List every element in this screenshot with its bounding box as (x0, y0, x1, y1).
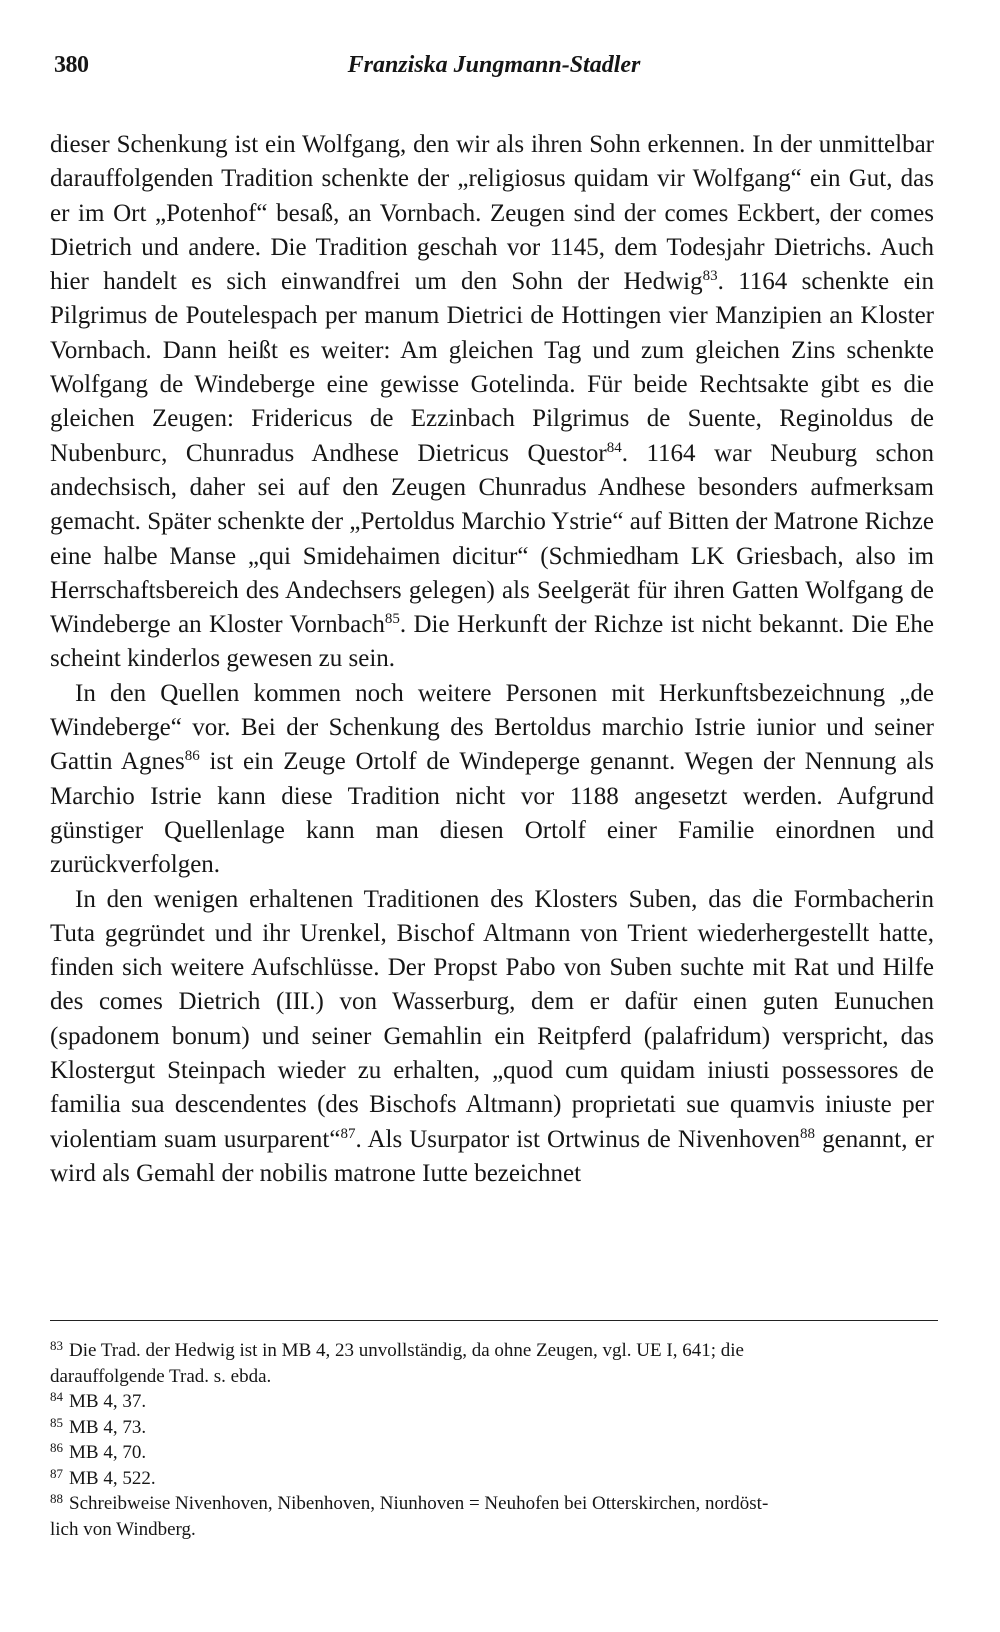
footnote-ref-84: 84 (606, 439, 622, 456)
footnote-88 (50, 1491, 934, 1542)
footnote-number: 83 (50, 1338, 63, 1353)
footnote-text-continued: darauffolgende Trad. s. ebda. (50, 1365, 272, 1387)
footnotes (50, 1338, 934, 1542)
footnote-text-continued: lich von Windberg. (50, 1518, 196, 1540)
footnote-text: MB 4, 37. (69, 1391, 147, 1412)
body-text (50, 128, 934, 1191)
paragraph-1-text-d: . Die Herkunft der Richze ist nicht bekannt. Die Ehe scheint kinderlos gewesen zu sein. (50, 611, 934, 673)
footnote-ref-85: 85 (384, 611, 400, 628)
footnote-83 (50, 1338, 934, 1389)
footnote-number: 87 (50, 1465, 63, 1481)
footnote-text: MB 4, 522. (69, 1467, 156, 1489)
paragraph-1 (50, 128, 934, 677)
paragraph-2-text-b: ist ein Zeuge Ortolf de Windeperge genannt. Wegen der Nennung als Marchio Istrie kann diese Tradition nicht vor 1188 angesetzt werden. Aufgrund günstiger Quellenlage kann man diesen Ortolf einer Familie einordnen und zurückverfolgen. (50, 748, 934, 879)
footnote-87 (50, 1466, 934, 1492)
paragraph-3-text-b: . Als Usurpator ist Ortwinus de Nivenhoven (355, 1125, 801, 1153)
footnote-84 (50, 1389, 934, 1415)
page-number: 380 (54, 52, 89, 78)
footnote-85 (50, 1415, 934, 1441)
footnote-text: MB 4, 73. (69, 1416, 147, 1438)
footnote-ref-88: 88 (800, 1125, 816, 1142)
footnote-text: Die Trad. der Hedwig ist in MB 4, 23 unvollständig, da ohne Zeugen, vgl. UE I, 641; die (69, 1340, 744, 1361)
paragraph-2 (50, 677, 934, 883)
footnote-number: 88 (50, 1491, 63, 1506)
paragraph-3 (50, 883, 934, 1192)
running-title: Franziska Jungmann-Stadler (347, 52, 641, 78)
footnote-text: MB 4, 70. (69, 1442, 147, 1463)
footnote-divider (50, 1320, 938, 1321)
page-header (54, 52, 934, 92)
footnote-number: 86 (50, 1440, 63, 1455)
footnote-ref-87: 87 (340, 1125, 356, 1142)
paragraph-3-text-c: genannt, er wird als Gemahl der nobilis matrone Iutte bezeichnet (50, 1125, 935, 1187)
paragraph-1-text-b: . 1164 schenkte ein Pilgrimus de Poutelespach per manum Dietrici de Hottingen vier Manzipien an Kloster Vornbach. Dann heißt es weiter: Am gleichen Tag und zum gleichen Zins schenkte Wolfgang de Windeberge eine gewisse Gotelinda. Für beide Rechtsakte gibt es die gleichen Zeugen: Fridericus de Ezzinbach Pilgrimus de Suente, Reginoldus de Nubenburc, Chunradus Andhese Dietricus Questor (50, 268, 935, 467)
paragraph-2-text-a: In den Quellen kommen noch weitere Personen mit Herkunftsbezeichnung „de Windeberge“ vor. Bei der Schenkung des Bertoldus marchio Istrie iunior und seiner Gattin Agnes (50, 679, 934, 776)
paragraph-3-text-a: In den wenigen erhaltenen Traditionen des Klosters Suben, das die Formbacherin Tuta gegründet und ihr Urenkel, Bischof Altmann von Trient wiederhergestellt hatte, finden sich weitere Aufschlüsse. Der Propst Pabo von Suben suchte mit Rat und Hilfe des comes Dietrich (III.) von Wasserburg, dem er dafür einen guten Eunuchen (spadonem bonum) und seiner Gemahlin ein Reitpferd (palafridum) verspricht, das Klostergut Steinpach wieder zu erhalten, „quod cum quidam iniusti possessores de familia sua descendentes (des Bischofs Altmann) proprietati sue quamvis iniuste per violentiam suam usurparent“ (50, 885, 934, 1153)
footnote-number: 84 (50, 1389, 63, 1404)
footnote-number: 85 (50, 1414, 63, 1430)
footnote-ref-83: 83 (702, 268, 718, 285)
paragraph-1-text-a: dieser Schenkung ist ein Wolfgang, den wir als ihren Sohn erkennen. In der unmittelbar darauffolgenden Tradition schenkte der „religiosus quidam vir Wolfgang“ ein Gut, das er im Ort „Potenhof“ besaß, an Vornbach. Zeugen sind der comes Eckbert, der comes Dietrich und andere. Die Tradition geschah vor 1145, dem Todesjahr Dietrichs. Auch hier handelt es sich einwandfrei um den Sohn der Hedwig (50, 131, 934, 296)
footnote-text: Schreibweise Nivenhoven, Nibenhoven, Niunhoven = Neuhofen bei Otterskirchen, nordöst- (69, 1493, 769, 1514)
footnote-ref-86: 86 (184, 748, 200, 765)
footnote-86 (50, 1440, 934, 1466)
paragraph-1-text-c: . 1164 war Neuburg schon andechsisch, daher sei auf den Zeugen Chunradus Andhese besonders aufmerksam gemacht. Später schenkte der „Pertoldus Marchio Ystrie“ auf Bitten der Matrone Richze eine halbe Manse „qui Smidehaimen dicitur“ (Schmiedham LK Griesbach, also im Herrschaftsbereich des Andechsers gelegen) als Seelgerät für ihren Gatten Wolfgang de Windeberge an Kloster Vornbach (50, 439, 934, 639)
